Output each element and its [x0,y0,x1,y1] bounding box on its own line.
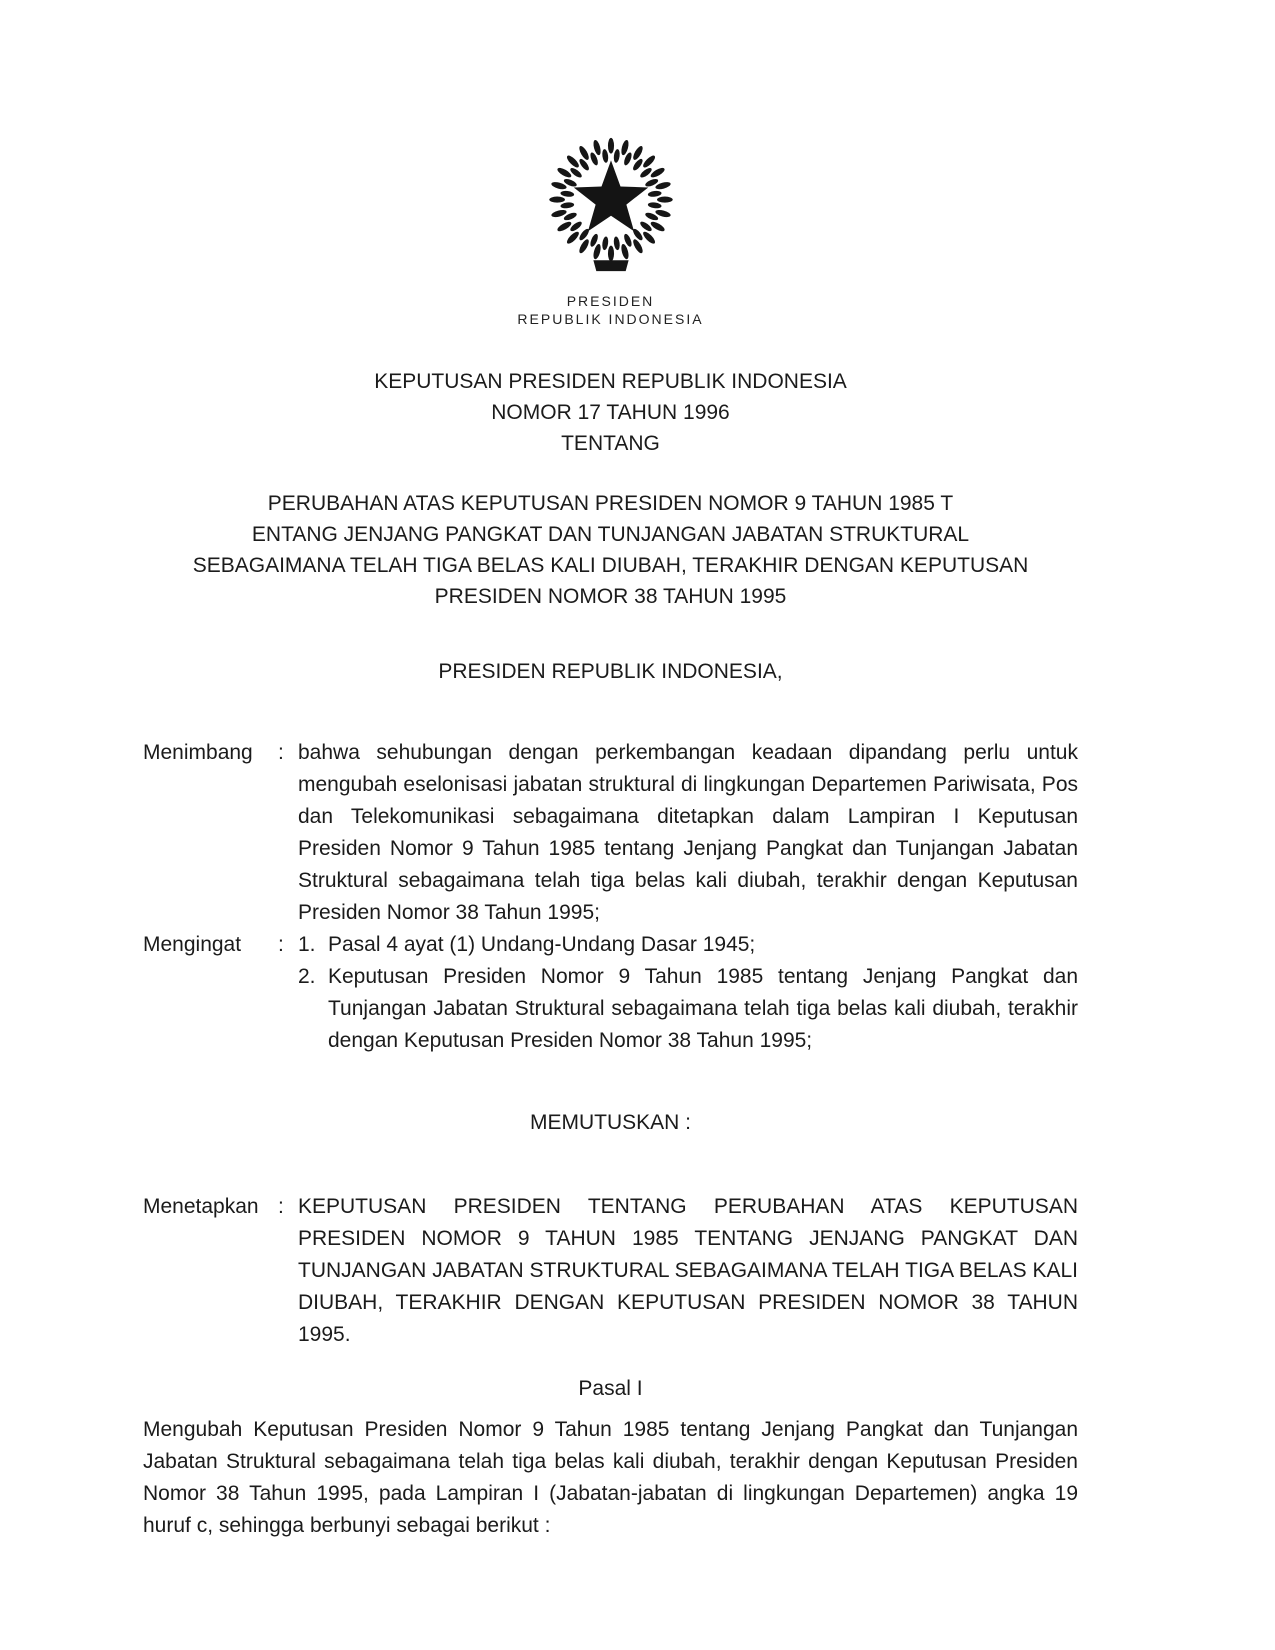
salutation: PRESIDEN REPUBLIK INDONESIA, [438,660,783,683]
subject-line-3: SEBAGAIMANA TELAH TIGA BELAS KALI DIUBAH, TERAKHIR DENGAN KEPUTUSAN [192,554,1029,577]
letterhead-line-republik: REPUBLIK INDONESIA [517,311,704,327]
subject-line-2: ENTANG JENJANG PANGKAT DAN TUNJANGAN JABATAN STRUKTURAL [251,523,970,546]
section-menimbang [143,737,1078,929]
subject-line-1: PERUBAHAN ATAS KEPUTUSAN PRESIDEN NOMOR 9 TAHUN 1985 T [267,492,954,515]
menimbang-text: bahwa sehubungan dengan perkembangan keadaan dipandang perlu untuk mengubah eselonisasi jabatan struktural di lingkungan Departemen Pariwisata, Pos dan Telekomunikasi sebagaimana ditetapkan dalam Lampiran I Keputusan Presiden Nomor 9 Tahun 1985 tentang Jenjang Pangkat dan Tunjangan Jabatan Struktural sebagaimana telah tiga belas kali diubah, terakhir dengan Keputusan Presiden Nomor 38 Tahun 1995; [298,741,1078,924]
title-line-2: NOMOR 17 TAHUN 1996 [491,401,730,424]
title-line-3: TENTANG [561,432,660,455]
mengingat-label: Mengingat [143,933,242,956]
menetapkan-text: KEPUTUSAN PRESIDEN TENTANG PERUBAHAN ATAS KEPUTUSAN PRESIDEN NOMOR 9 TAHUN 1985 TENTANG JENJANG PANGKAT DAN TUNJANGAN JABATAN STRUKTURAL SEBAGAIMANA TELAH TIGA BELAS KALI DIUBAH, TERAKHIR DENGAN KEPUTUSAN PRESIDEN NOMOR 38 TAHUN 1995. [298,1195,1078,1346]
presidential-seal-icon [542,133,680,275]
list-item-text: Pasal 4 ayat (1) Undang-Undang Dasar 1945; [328,933,756,956]
article-body: Mengubah Keputusan Presiden Nomor 9 Tahun 1985 tentang Jenjang Pangkat dan Tunjangan Jabatan Struktural sebagaimana telah tiga belas kali diubah, terakhir dengan Keputusan Presiden Nomor 38 Tahun 1995, pada Lampiran I (Jabatan-jabatan di lingkungan Departemen) angka 19 huruf c, sehingga berbunyi sebagai berikut : [143,1418,1078,1537]
document-subject [143,488,1078,612]
letterhead-seal [143,133,1078,280]
document-title [143,366,1078,459]
memutuskan-heading: MEMUTUSKAN : [529,1111,691,1134]
subject-line-4: PRESIDEN NOMOR 38 TAHUN 1995 [434,585,787,608]
mengingat-list [298,929,1078,1057]
menimbang-colon: : [278,741,284,764]
list-item-marker: 2. [298,965,316,988]
article-heading: Pasal I [578,1377,643,1400]
list-item [298,929,1078,961]
list-item-text: Keputusan Presiden Nomor 9 Tahun 1985 tentang Jenjang Pangkat dan Tunjangan Jabatan Struktural sebagaimana telah tiga belas kali diubah, terakhir dengan Keputusan Presiden Nomor 38 Tahun 1995; [328,965,1078,1052]
section-mengingat [143,929,1078,1057]
list-item [298,961,1078,1057]
menetapkan-label: Menetapkan [143,1195,259,1218]
letterhead-title [143,292,1078,328]
menimbang-label: Menimbang [143,741,253,764]
mengingat-colon: : [278,933,284,956]
title-line-1: KEPUTUSAN PRESIDEN REPUBLIK INDONESIA [374,370,847,393]
menetapkan-colon: : [278,1195,284,1218]
list-item-marker: 1. [298,933,316,956]
section-menetapkan [143,1191,1078,1351]
letterhead-line-presiden: PRESIDEN [566,293,655,309]
